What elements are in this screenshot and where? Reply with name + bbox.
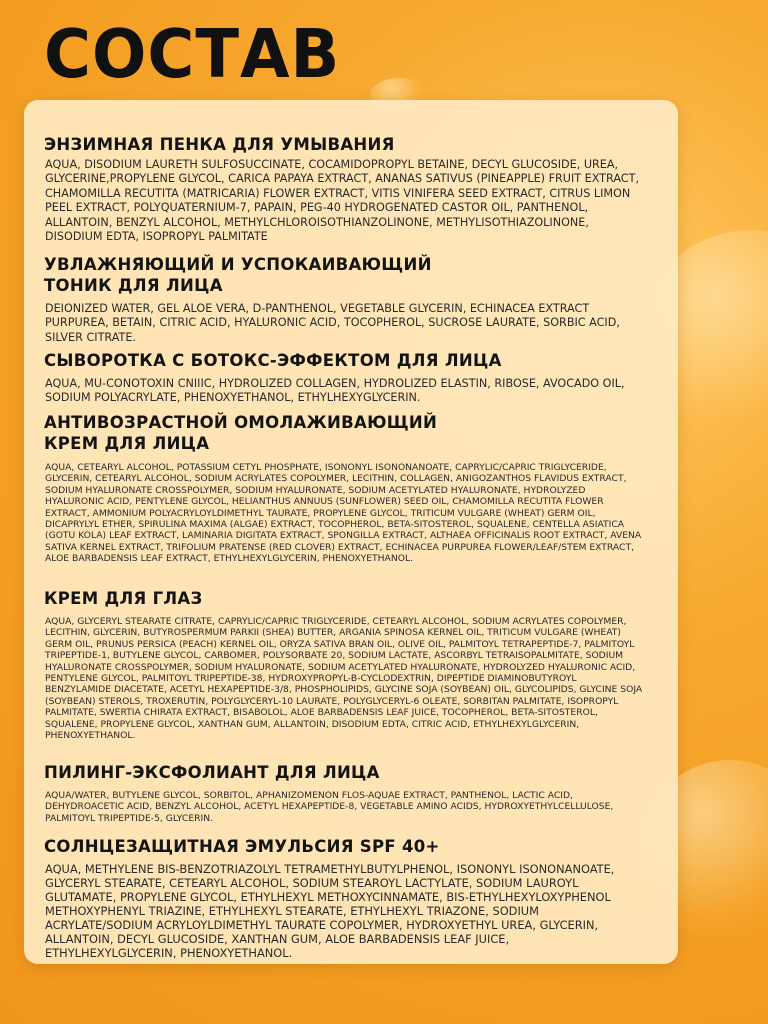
- section-ingredients: AQUA/WATER, BUTYLENE GLYCOL, SORBITOL, APHANIZOMENON FLOS-AQUAE EXTRACT, PANTHENOL, LACTIC ACID, DEHYDROACETIC ACID, BENZYL ALCOHOL, ACETYL HEXAPEPTIDE-8, VEGETABLE AMINO ACIDS, HYDROXYETHYLCELLULOSE, PALMITOYL TRIPEPTIDE-5, GLYCERIN.: [45, 790, 614, 824]
- section-ingredients: AQUA, MU-CONOTOXIN CNIIIC, HYDROLIZED COLLAGEN, HYDROLIZED ELASTIN, RIBOSE, AVOCADO OIL, SODIUM POLYACRYLATE, PHENOXYETHANOL, ETHYLHEXYGLYCERIN.: [45, 377, 625, 405]
- section-title: СОЛНЦЕЗАЩИТНАЯ ЭМУЛЬСИЯ SPF 40+: [44, 837, 440, 856]
- section-title: ЭНЗИМНАЯ ПЕНКА ДЛЯ УМЫВАНИЯ: [44, 135, 395, 154]
- section-title: ПИЛИНГ-ЭКСФОЛИАНТ ДЛЯ ЛИЦА: [44, 763, 380, 782]
- section-title: УВЛАЖНЯЮЩИЙ И УСПОКАИВАЮЩИЙ ТОНИК ДЛЯ ЛИЦА: [44, 255, 432, 295]
- section-eye-cream: [44, 588, 644, 741]
- section-anti-age-cream: [44, 412, 644, 565]
- section-enzyme-foam: [44, 134, 644, 244]
- section-ingredients: AQUA, DISODIUM LAURETH SULFOSUCCINATE, COCAMIDOPROPYL BETAINE, DECYL GLUCOSIDE, UREA, GLYCERINE,PROPYLENE GLYCOL, CARICA PAPAYA EXTRACT, ANANAS SATIVUS (PINEAPPLE) FRUIT EXTRACT, CHAMOMILLA RECUTITA (MATRICARIA) FLOWER EXTRACT, VITIS VINIFERA SEED EXTRACT, CITRUS LIMON PEEL EXTRACT, POLYQUATERNIUM-7, PAPAIN, PEG-40 HYDROGENATED CASTOR OIL, PANTHENOL, ALLANTOIN, BENZYL ALCOHOL, METHYLCHLOROISOTHIANZOLINONE, METHYLISOTHIAZOLINONE, DISODIUM EDTA, ISOPROPYL PALMITATE: [45, 158, 639, 244]
- section-title: СЫВОРОТКА С БОТОКС-ЭФФЕКТОМ ДЛЯ ЛИЦА: [44, 351, 502, 370]
- section-ingredients: AQUA, CETEARYL ALCOHOL, POTASSIUM CETYL PHOSPHATE, ISONONYL ISONONANOATE, CAPRYLIC/CAPRIC TRIGLYCERIDE, GLYCERIN, CETEARYL ALCOHOL, SODIUM ACRYLATES COPOLYMER, LECITHIN, COLLAGEN, ANIGOZANTHOS FLAVIDUS EXTRACT, SODIUM HYALURONATE CROSSPOLYMER, SODIUM HYALURONATE, SODIUM ACETYLATED HYALURONATE, HYDROLYZED HYALURONIC ACID, PENTYLENE GLYCOL, HELIANTHUS ANNUUS (SUNFLOWER) SEED OIL, CHAMOMILLA RECUTITA FLOWER EXTRACT, AMMONIUM POLYACRYLOYLDIMETHYL TAURATE, PROPYLENE GLYCOL, TRITICUM VULGARE (WHEAT) GERM OIL, DICAPRYLYL ETHER, SPIRULINA MAXIMA (ALGAE) EXTRACT, TOCOPHEROL, BETA-SITOSTEROL, SQUALENE, CENTELLA ASIATICA (GOTU KOLA) LEAF EXTRACT, LAMINARIA DIGITATA EXTRACT, SPONGILLA EXTRACT, ALTHAEA OFFICINALIS ROOT EXTRACT, AVENA SATIVA KERNEL EXTRACT, TRIFOLIUM PRATENSE (RED CLOVER) EXTRACT, ECHINACEA PURPUREA FLOWER/LEAF/STEM EXTRACT, ALOE BARBADENSIS LEAF EXTRACT, ETHYLHEXYLGLYCERIN, PHENOXYETHANOL.: [45, 462, 642, 565]
- section-serum: [44, 350, 644, 406]
- section-peeling: [44, 762, 644, 824]
- section-ingredients: AQUA, GLYCERYL STEARATE CITRATE, CAPRYLIC/CAPRIC TRIGLYCERIDE, CETEARYL ALCOHOL, SODIUM ACRYLATES COPOLYMER, LECITHIN, GLYCERIN, BUTYROSPERMUM PARKII (SHEA) BUTTER, ARGANIA SPINOSA KERNEL OIL, TRITICUM VULGARE (WHEAT) GERM OIL, PRUNUS PERSICA (PEACH) KERNEL OIL, ORYZA SATIVA BRAN OIL, OLIVE OIL, PALMITOYL TETRAPEPTIDE-7, PALMITOYL TRIPEPTIDE-1, BUTYLENE GLYCOL, CARBOMER, POLYSORBATE 20, SODIUM LACTATE, ASCORBYL TETRAISOPALMITATE, SODIUM HYALURONATE CROSSPOLYMER, SODIUM HYALURONATE, SODIUM ACETYLATED HYALURONATE, HYDROLYZED HYALURONIC ACID, PENTYLENE GLYCOL, PALMITOYL TRIPEPTIDE-38, HYDROXYPROPYL-B-CYCLODEXTRIN, DIPEPTIDE DIAMINOBUTYROYL BENZYLAMIDE DIACETATE, ACETYL HEXAPEPTIDE-3/8, PHOSPHOLIPIDS, GLYCINE SOJA (SOYBEAN) OIL, GLYCOLIPIDS, GLYCINE SOJA (SOYBEAN) STEROLS, TROXERUTIN, POLYGLYCERYL-10 LAURATE, POLYGLYCERYL-6 OLEATE, SORBITAN PALMITATE, ISOPROPYL PALMITATE, SWERTIA CHIRATA EXTRACT, BISABOLOL, ALOE BARBADENSIS LEAF JUICE, TOCOPHEROL, BETA-SITOSTEROL, SQUALENE, PROPYLENE GLYCOL, XANTHAN GUM, ALLANTOIN, DISODIUM EDTA, CITRIC ACID, ETHYLHEXYLGLYCERIN, PHENOXYETHANOL.: [45, 616, 643, 742]
- section-title: АНТИВОЗРАСТНОЙ ОМОЛАЖИВАЮЩИЙ КРЕМ ДЛЯ ЛИЦА: [44, 413, 438, 453]
- section-toner: [44, 254, 644, 345]
- section-title: КРЕМ ДЛЯ ГЛАЗ: [44, 589, 203, 608]
- page-title: СОСТАВ: [44, 16, 341, 94]
- section-sunscreen: [44, 836, 644, 960]
- section-ingredients: AQUA, METHYLENE BIS-BENZOTRIAZOLYL TETRAMETHYLBUTYLPHENOL, ISONONYL ISONONANOATE, GLYCERYL STEARATE, CETEARYL ALCOHOL, SODIUM STEAROYL LACTYLATE, SODIUM LAUROYL GLUTAMATE, PROPYLENE GLYCOL, ETHYLHEXYL METHOXYCINNAMATE, BIS-ETHYLHEXYLOXYPHENOL METHOXYPHENYL TRIAZINE, ETHYLHEXYL STEARATE, ETHYLHEXYL TRIAZONE, SODIUM ACRYLATE/SODIUM ACRYLOYLDIMETHYL TAURATE COPOLYMER, HYDROXYETHYL UREA, GLYCERIN, ALLANTOIN, DECYL GLUCOSIDE, XANTHAN GUM, ALOE BARBADENSIS LEAF JUICE, ETHYLHEXYLGLYCERIN, PHENOXYETHANOL.: [45, 862, 615, 960]
- section-ingredients: DEIONIZED WATER, GEL ALOE VERA, D-PANTHENOL, VEGETABLE GLYCERIN, ECHINACEA EXTRACT PURPUREA, BETAIN, CITRIC ACID, HYALURONIC ACID, TOCOPHEROL, SUCROSE LAURATE, SORBIC ACID, SILVER CITRATE.: [45, 302, 620, 344]
